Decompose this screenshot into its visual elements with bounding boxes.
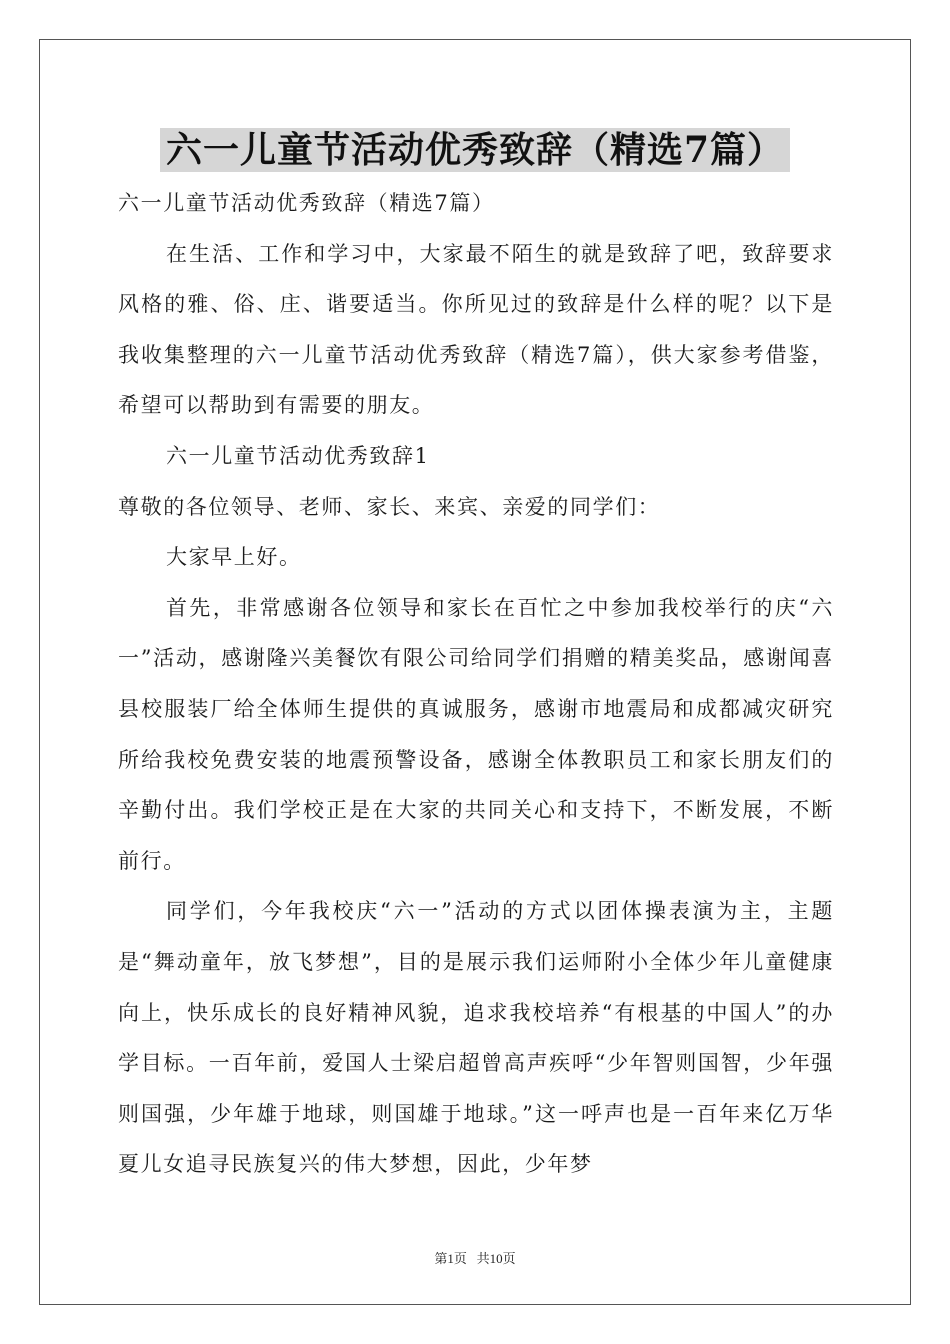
page-total: 共10页 <box>476 1251 516 1266</box>
document-body <box>118 178 834 1190</box>
document-title: 六一儿童节活动优秀致辞（精选7篇） <box>160 128 790 172</box>
body-paragraph: 同学们，今年我校庆“六一”活动的方式以团体操表演为主，主题是“舞动童年，放飞梦想”，目的是展示我们运师附小全体少年儿童健康向上，快乐成长的良好精神风貌，追求我校培养“有根基的中国人”的办学目标。一百年前，爱国人士梁启超曾高声疾呼“少年智则国智，少年强则国强，少年雄于地球，则国雄于地球。”这一呼声也是一百年来亿万华夏儿女追寻民族复兴的伟大梦想，因此，少年梦 <box>118 899 834 1177</box>
greeting: 大家早上好。 <box>166 545 302 570</box>
page-footer <box>0 1248 950 1267</box>
body-paragraph: 首先，非常感谢各位领导和家长在百忙之中参加我校举行的庆“六一”活动，感谢隆兴美餐饮有限公司给同学们捐赠的精美奖品，感谢闻喜县校服装厂给全体师生提供的真诚服务，感谢市地震局和成都减灾研究所给我校免费安装的地震预警设备，感谢全体教职员工和家长朋友们的辛勤付出。我们学校正是在大家的共同关心和支持下，不断发展，不断前行。 <box>118 595 834 873</box>
section-heading: 六一儿童节活动优秀致辞1 <box>166 443 430 468</box>
page-number: 第1页 <box>434 1251 467 1266</box>
salutation: 尊敬的各位领导、老师、家长、来宾、亲爱的同学们： <box>118 494 661 519</box>
title-container <box>0 128 950 172</box>
intro-paragraph: 在生活、工作和学习中，大家最不陌生的就是致辞了吧，致辞要求风格的雅、俗、庄、谐要适当。你所见过的致辞是什么样的呢？以下是我收集整理的六一儿童节活动优秀致辞（精选7篇），供大家参考借鉴，希望可以帮助到有需要的朋友。 <box>118 241 834 418</box>
subtitle-line: 六一儿童节活动优秀致辞（精选7篇） <box>118 191 495 215</box>
